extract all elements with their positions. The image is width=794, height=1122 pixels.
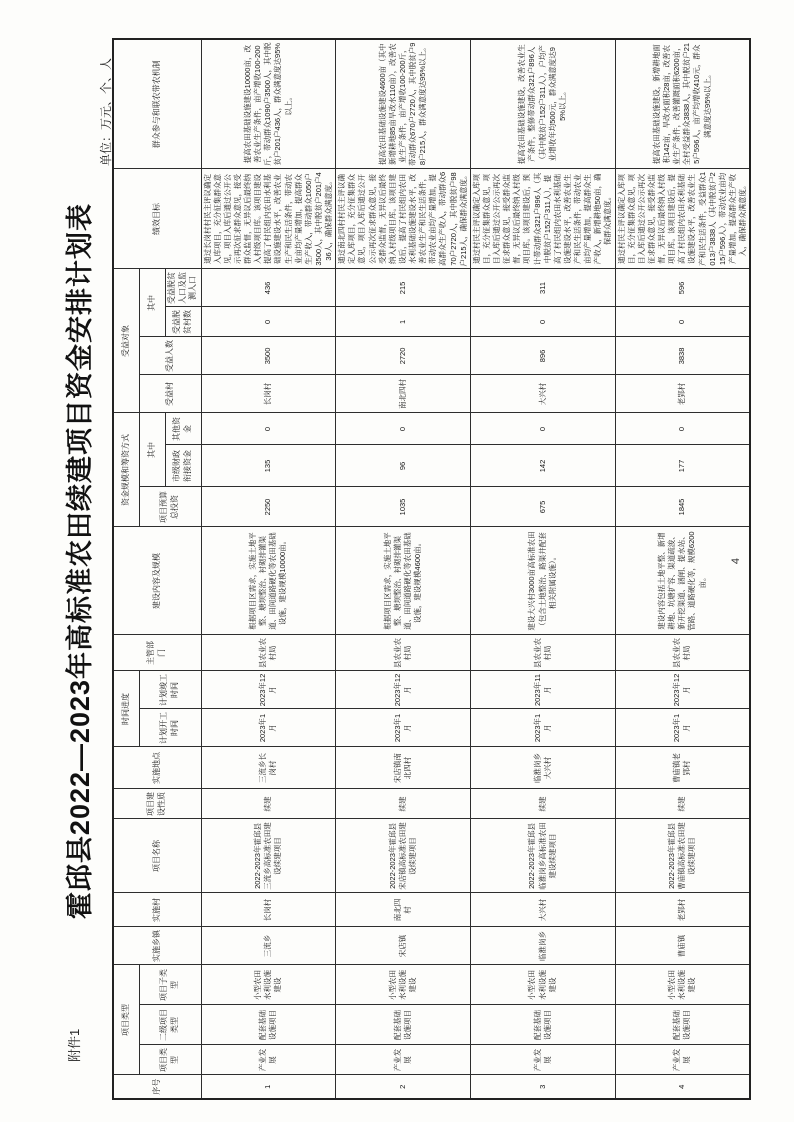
cell-benefit-people: 2720: [336, 337, 471, 375]
cell-finish: 2023年12月: [615, 671, 750, 709]
cell-poor-villages: 0: [201, 307, 336, 337]
cell-poor-villages: 1: [336, 307, 471, 337]
cell-name: 2022-2023年霍邱县曹庙镇高标准农田建设续建项目: [615, 819, 750, 893]
cell-other-fund: 0: [201, 413, 336, 445]
cell-subtype: 小型农田水利设施建设: [201, 965, 336, 1005]
cell-performance: 通过南北四村村民主评议确定入库项目，充分征集群众意见，项目入库后通过公开公示再次征求群众意见，接受群众监督，无异议后最终纳入村级项目库。该项目建设后，提高了村民组内农田水利基础设施建设水平，改善农业生产和民生活条件，带动农业亩均产量增加，提高群众生产收入，带动群众670户2720人，其中脱贫户98户215人，确保群众满意度。: [336, 169, 471, 269]
cell-type2: 配套基础设施项目: [615, 1005, 750, 1045]
unit-note: 单位：万元、个、人: [99, 58, 113, 167]
header-funding-group: 资金规模和筹资方式: [113, 413, 139, 527]
cell-index: 4: [615, 1075, 750, 1099]
cell-poor-villages: 0: [470, 307, 615, 337]
header-township: 实施乡镇: [113, 927, 201, 965]
header-benefit-people: 受益人数: [139, 337, 201, 375]
table-row: [201, 39, 336, 1099]
cell-total-invest: 1845: [615, 487, 750, 527]
cell-finish: 2023年11月: [470, 671, 615, 709]
cell-type: 产业发展: [615, 1045, 750, 1075]
cell-performance: 通过长岗村村民主评议确定入库项目，充分征集群众意见，项目入库后通过公开公示再次征求群众意见，接受群众监督，无异议后最终纳入村级项目库。该项目建设提高了村民组内农田水利基础设施建设水平，改善农业生产和民生活条件，带动农业亩均产量增加，提高群众生产收入，带动群众1050户3500人，其中脱贫户201户436人，确保群众满意度。: [201, 169, 336, 269]
page-title: 霍邱县2022—2023年高标准农田续建项目资金安排计划表: [65, 202, 95, 920]
cell-index: 1: [201, 1075, 336, 1099]
header-total-invest: 项目预算总投资: [139, 487, 201, 527]
cell-index: 2: [336, 1075, 471, 1099]
cell-content: 根据项目区需求，实施土地平整、塘坝整治、衬砌排灌渠道、田间道路硬化等农田基础设施，建设规模4600亩。: [336, 527, 471, 635]
cell-finish: 2023年12月: [336, 671, 471, 709]
cell-township: 宋店镇: [336, 927, 471, 965]
cell-benefit-people: 896: [470, 337, 615, 375]
cell-location: 曹庙镇老郢村: [615, 747, 750, 789]
header-location: 实施地点: [113, 747, 201, 789]
cell-village: 长岗村: [201, 893, 336, 927]
cell-other-fund: 0: [470, 413, 615, 445]
cell-finish: 2023年12月: [201, 671, 336, 709]
cell-city-fund: 96: [336, 445, 471, 487]
cell-poor-people: 311: [470, 269, 615, 307]
header-schedule-group: 时间进度: [113, 671, 139, 747]
cell-participation: 提高农田基础设施建设4600亩（其中新增耕地85亩旱改水110亩），改善农业生产条件，亩产增收100-200斤，带动群众670户2720人，其中脱贫户98户215人，群众满意度达95%以上。: [336, 39, 471, 169]
cell-village: 大兴村: [470, 893, 615, 927]
cell-performance: 通过村民主评议确定入库项目，充分征集群众意见，项目入库后通过公开公示再次征求群众意见，接受群众监督，无异议后最终纳入村级项目库。该项目建设后，预计带动群众321户896人（其中脱贫户152户311人），提高了村民组内农田水利基础设施建设水平，改善农业生产和民生活条件，带动农业亩均产量增加，提高群众生产收入，新增耕地50亩，确保群众满意度。: [470, 169, 615, 269]
header-nature: 项目建设性质: [113, 789, 201, 819]
header-among-funding: 其中: [139, 413, 165, 487]
cell-benefit-people: 3500: [201, 337, 336, 375]
cell-start: 2023年1月: [336, 709, 471, 747]
cell-nature: 续建: [201, 789, 336, 819]
cell-total-invest: 1035: [336, 487, 471, 527]
cell-location: 三流乡长岗村: [201, 747, 336, 789]
cell-subtype: 小型农田水利设施建设: [336, 965, 471, 1005]
cell-other-fund: 0: [336, 413, 471, 445]
header-poor-villages: 受益脱贫村数: [165, 307, 201, 337]
cell-poor-people: 596: [615, 269, 750, 307]
cell-city-fund: 177: [615, 445, 750, 487]
cell-name: 2022-2023年霍邱县三流乡高标准农田建设续建项目: [201, 819, 336, 893]
cell-location: 宋店镇南北四村: [336, 747, 471, 789]
cell-name: 2022-2023年霍邱县宋店镇高标准农田建设续建项目: [336, 819, 471, 893]
header-benefit-village: 受益村: [139, 375, 201, 413]
cell-other-fund: 0: [615, 413, 750, 445]
cell-township: 曹庙镇: [615, 927, 750, 965]
attachment-label: 附件1: [67, 1028, 82, 1062]
cell-department: 县农业农村局: [336, 635, 471, 671]
cell-poor-people: 436: [201, 269, 336, 307]
cell-village: 老郢村: [615, 893, 750, 927]
header-index: 序号: [113, 1075, 201, 1099]
header-subtype: 项目子类型: [139, 965, 201, 1005]
header-type: 项目类型: [139, 1045, 201, 1075]
cell-poor-villages: 0: [615, 307, 750, 337]
cell-content: 建设大兴村3000亩高标准农田（包含土地整治、路渠井配套相关附属设施）。: [470, 527, 615, 635]
header-among-beneficiary: 其中: [139, 269, 165, 337]
header-department: 主管部门: [113, 635, 201, 671]
page-number: 4: [730, 557, 742, 565]
cell-performance: 通过村民主评议确定入库项目，充分征集群众意见，项目入库后通过公开公示再次征求群众意见，接受群众监督，无异议后最终纳入村级项目库。该项目建设后，提高了村民组内农田水利基础设施建设水平，改善农业生产和民生活条件，受益群众1013户3838人（其中脱贫户215户596人），带动农业亩均产量增加，提高群众生产收入，确保群众满意度。: [615, 169, 750, 269]
cell-department: 县农业农村局: [201, 635, 336, 671]
cell-total-invest: 675: [470, 487, 615, 527]
header-content: 建设内容及规模: [113, 527, 201, 635]
header-type-group: 项目类型: [113, 965, 139, 1075]
cell-benefit-village: 长岗村: [201, 375, 336, 413]
cell-nature: 续建: [336, 789, 471, 819]
cell-start: 2023年1月: [201, 709, 336, 747]
cell-nature: 续建: [615, 789, 750, 819]
cell-name: 2022-2023年霍邱县临淮岗乡高标准农田建设续建项目: [470, 819, 615, 893]
cell-type: 产业发展: [470, 1045, 615, 1075]
cell-participation: 提高农田基础设施建设10000亩，改善农业生产条件，亩产增收100-200斤，带动群众1090户3500人，其中脱贫户201户436人，群众满意度达95%以上。: [201, 39, 336, 169]
header-village: 实施村: [113, 893, 201, 927]
cell-total-invest: 2250: [201, 487, 336, 527]
cell-start: 2023年1月: [470, 709, 615, 747]
cell-location: 临淮岗乡大兴村: [470, 747, 615, 789]
cell-participation: 提高农田基础设施建设，改善农业生产条件，整修带动群众321户896人（其中脱贫户152户311人），户均产业增收年均500元，群众满意度达95%以上。: [470, 39, 615, 169]
cell-poor-people: 215: [336, 269, 471, 307]
cell-department: 县农业农村局: [470, 635, 615, 671]
header-type2: 二级项目类型: [139, 1005, 201, 1045]
header-other-fund: 其他资金: [165, 413, 201, 445]
header-name: 项目名称: [113, 819, 201, 893]
projects-table: [112, 38, 751, 1100]
cell-benefit-village: 大兴村: [470, 375, 615, 413]
cell-city-fund: 135: [201, 445, 336, 487]
cell-benefit-people: 3838: [615, 337, 750, 375]
cell-nature: 续建: [470, 789, 615, 819]
cell-subtype: 小型农田水利设施建设: [470, 965, 615, 1005]
cell-type: 产业发展: [336, 1045, 471, 1075]
cell-content: 建设内容包括土地平整、新增耕地、坑塘扩容、渠道疏浚、新开挖渠道、涵闸、提水站、管路、道路硬化等，规模6200亩。: [615, 527, 750, 635]
cell-department: 县农业农村局: [615, 635, 750, 671]
cell-participation: 提高农田基础设施建设，新增耕地面积142亩，旱改水面积28亩，改善农业生产条件，改善灌溉面积6200亩，全村受益群众3838人，其中脱贫户215户596人，亩产均增收410元，群众满意度达95%以上。: [615, 39, 750, 169]
table-row: [470, 39, 615, 1099]
cell-township: 三流乡: [201, 927, 336, 965]
cell-village: 南北四村: [336, 893, 471, 927]
cell-township: 临淮岗乡: [470, 927, 615, 965]
cell-benefit-village: 老郢村: [615, 375, 750, 413]
header-participation: 群众参与和联农带农机制: [113, 39, 201, 169]
cell-type: 产业发展: [201, 1045, 336, 1075]
header-finish: 计划竣工时间: [139, 671, 201, 709]
cell-type2: 配套基础设施项目: [470, 1005, 615, 1045]
header-city-fund: 市级财政衔接资金: [165, 445, 201, 487]
cell-content: 根据项目区需求，实施土地平整、塘坝整治、衬砌排灌渠道、田间道路硬化等农田基础设施，建设规模10000亩。: [201, 527, 336, 635]
cell-benefit-village: 南北四村: [336, 375, 471, 413]
cell-index: 3: [470, 1075, 615, 1099]
table-row: [336, 39, 471, 1099]
header-beneficiary-group: 受益对象: [113, 269, 139, 413]
header-performance: 绩效目标: [113, 169, 201, 269]
cell-type2: 配套基础设施项目: [201, 1005, 336, 1045]
header-start: 计划开工时间: [139, 709, 201, 747]
cell-type2: 配套基础设施项目: [336, 1005, 471, 1045]
cell-start: 2023年1月: [615, 709, 750, 747]
cell-city-fund: 142: [470, 445, 615, 487]
cell-subtype: 小型农田水利设施建设: [615, 965, 750, 1005]
header-poor-people: 受益脱贫人口及监测人口: [165, 269, 201, 307]
